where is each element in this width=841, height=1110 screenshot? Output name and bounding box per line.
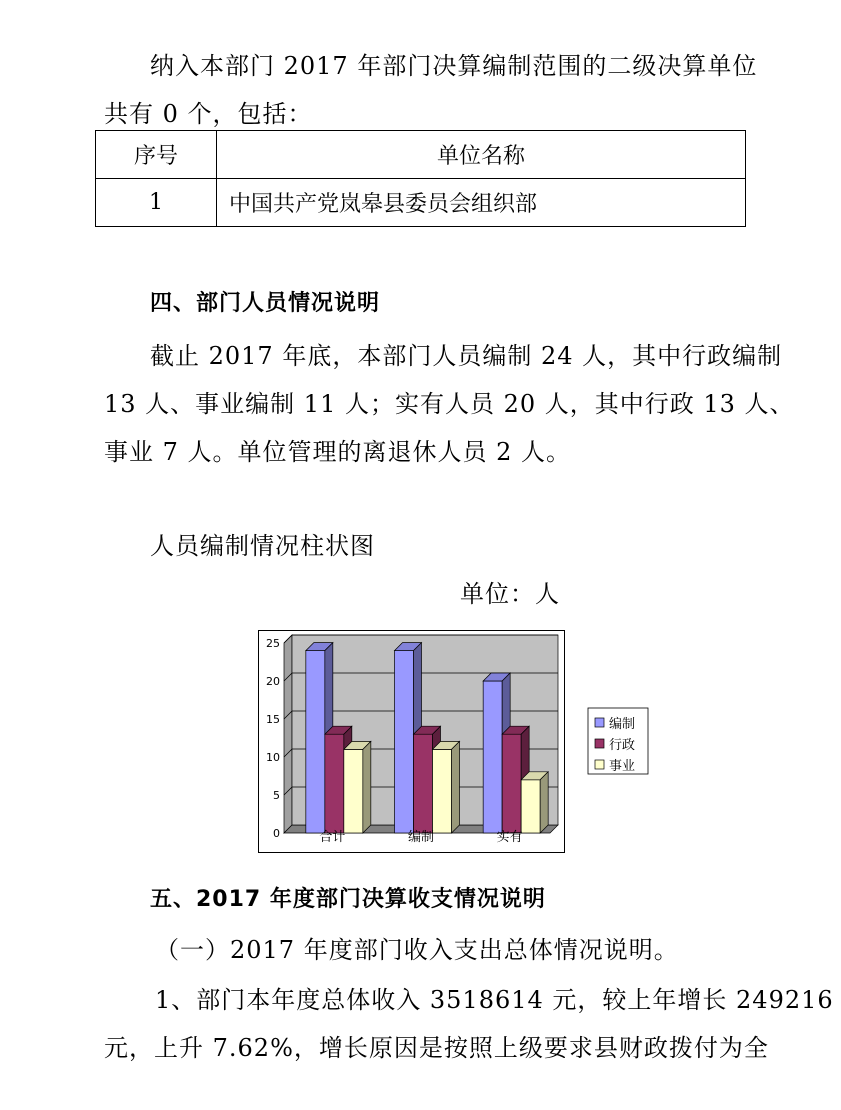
section4-para-line-1: 截止 2017 年底，本部门人员编制 24 人，其中行政编制 — [150, 342, 783, 370]
bar-front — [521, 780, 540, 833]
chart-unit: 单位：人 — [460, 580, 560, 608]
legend-swatch — [595, 718, 604, 727]
legend-label: 编制 — [609, 717, 636, 732]
bar-front — [395, 651, 414, 833]
legend-label: 事业 — [609, 759, 636, 774]
y-tick-label: 0 — [273, 827, 280, 840]
y-tick-label: 25 — [266, 637, 280, 650]
bar-front — [325, 734, 344, 833]
y-tick-label: 15 — [266, 713, 280, 726]
bar-side — [540, 772, 548, 833]
bar-side — [363, 741, 371, 833]
section5-para-line-1: 1、部门本年度总体收入 3518614 元，较上年增长 249216 — [155, 986, 834, 1014]
section4-para-line-2: 13 人、事业编制 11 人；实有人员 20 人，其中行政 13 人、 — [104, 390, 795, 418]
intro-line-1: 纳入本部门 2017 年部门决算编制范围的二级决算单位 — [150, 52, 758, 80]
table-cell-name: 中国共产党岚皋县委员会组织部 — [217, 179, 746, 227]
section5-heading: 五、2017 年度部门决算收支情况说明 — [150, 887, 546, 912]
bar-front — [414, 734, 433, 833]
section4-para-line-3: 事业 7 人。单位管理的离退休人员 2 人。 — [104, 438, 572, 466]
bar-side — [452, 741, 460, 833]
bar-front — [483, 681, 502, 833]
legend-label: 行政 — [609, 738, 636, 753]
y-tick-label: 5 — [273, 789, 280, 802]
y-tick-label: 10 — [266, 751, 280, 764]
bar-front — [344, 749, 363, 833]
table-row — [96, 179, 746, 227]
table-header-row — [96, 131, 746, 179]
x-category-label: 编制 — [407, 830, 435, 845]
section5-subheading: （一）2017 年度部门收入支出总体情况说明。 — [155, 936, 679, 964]
y-tick-label: 20 — [266, 675, 280, 688]
bar-chart — [258, 630, 678, 855]
x-category-label: 实有 — [496, 830, 523, 845]
x-category-label: 合计 — [319, 830, 346, 845]
units-table — [95, 130, 746, 227]
section5-para-line-2: 元，上升 7.62%，增长原因是按照上级要求县财政拨付为全 — [104, 1034, 769, 1062]
chart-caption: 人员编制情况柱状图 — [150, 532, 375, 560]
table-header-name: 单位名称 — [217, 131, 746, 179]
table-header-index: 序号 — [96, 131, 217, 179]
bar-front — [306, 651, 325, 833]
legend-swatch — [595, 760, 604, 769]
table-cell-index: 1 — [96, 179, 217, 227]
chart-side-wall — [284, 635, 292, 833]
bar-front — [433, 749, 452, 833]
bar-front — [502, 734, 521, 833]
section4-heading: 四、部门人员情况说明 — [150, 291, 381, 316]
intro-line-2: 共有 0 个，包括： — [104, 100, 313, 128]
legend-swatch — [595, 739, 604, 748]
